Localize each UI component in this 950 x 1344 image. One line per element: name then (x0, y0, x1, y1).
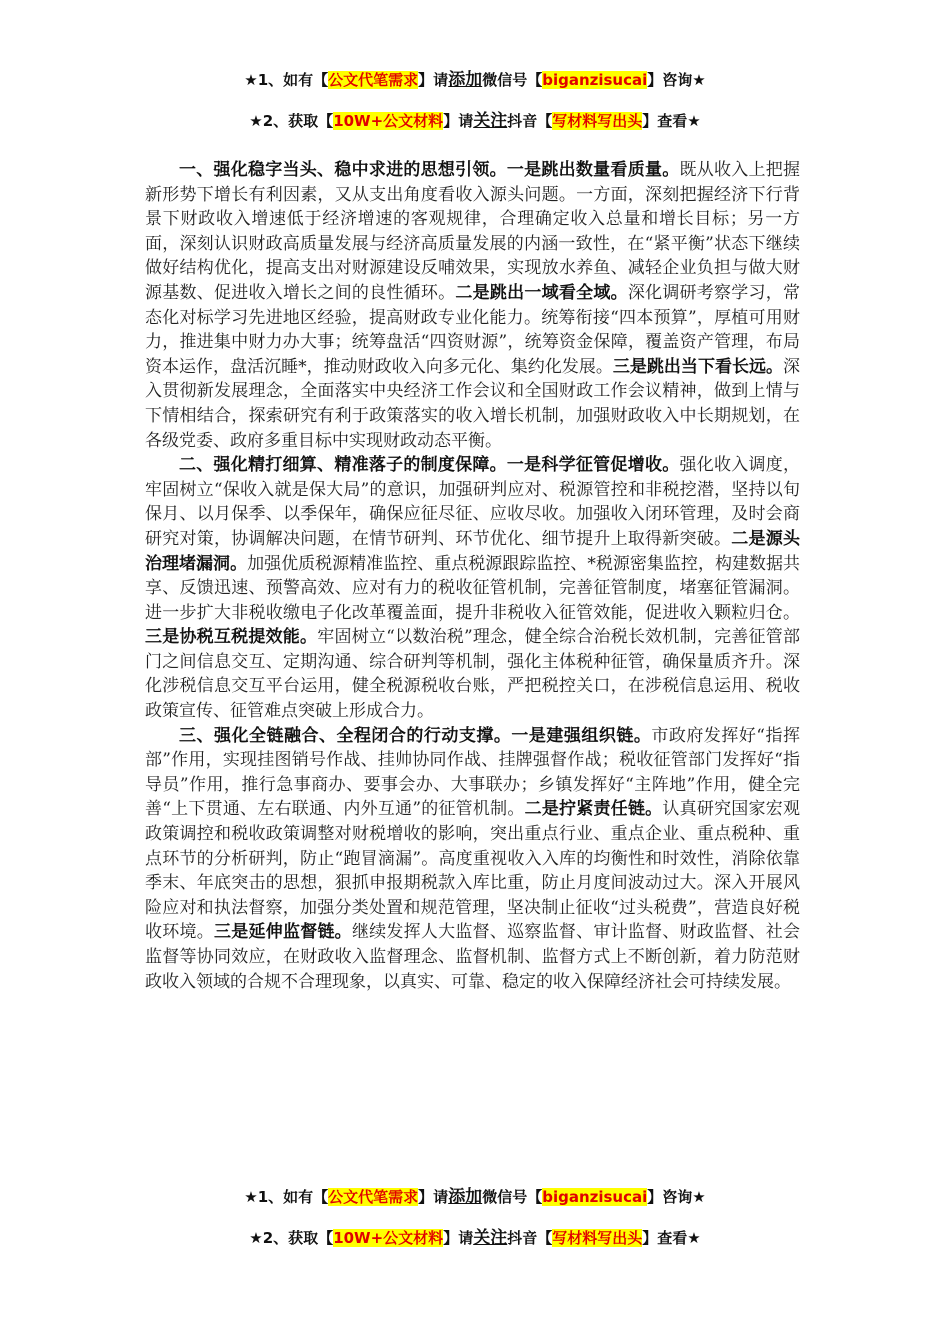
item-text: 深入贯彻新发展理念，全面落实中央经济工作会议和全国财政工作会议精神，做到上情与下情相结合，探索研究有利于政策落实的收入增长机制，加强财政收入中长期规划，在各级党委、政府多重目标中实现财政动态平衡。 (145, 356, 801, 451)
highlight-douyin: 写材料写出头 (552, 112, 643, 130)
section-paragraph-3 (145, 724, 800, 995)
item-label: 一是科学征管促增收。 (506, 455, 680, 476)
highlight-materials: 10W+公文材料 (333, 112, 444, 130)
item-text: 既从收入上把握新形势下增长有利因素，又从支出角度看收入源头问题。一方面，深刻把握经济下行背景下财政收入增速低于经济增速的客观规律，合理确定收入总量和增长目标；另一方面，深刻认识财政高质量发展与经济高质量发展的内涵一致性，在“紧平衡”状态下继续做好结构优化，提高支出对财源建设反哺效果，实现放水养鱼、减轻企业负担与做大财源基数、促进收入增长之间的良性循环。 (145, 160, 801, 303)
section-heading: 二、强化精打细算、精准落子的制度保障。 (179, 455, 507, 476)
document-body (145, 158, 800, 994)
highlight-douyin: 写材料写出头 (552, 1229, 643, 1247)
item-text: 继续发挥人大监督、巡察监督、审计监督、财政监督、社会监督等协同效应，在财政收入监督理念、监督机制、监督方式上不断创新，着力防范财政收入领域的合规不合理现象，以真实、可靠、稳定的收入保障经济社会可持续发展。 (145, 922, 801, 992)
item-label: 二是跳出一域看全域。 (455, 282, 628, 303)
promo-banner-top-line-1: ★1、如有【公文代笔需求】请添加微信号【biganzisucai】咨询★ (244, 70, 706, 90)
item-label: 二是拧紧责任链。 (524, 799, 663, 820)
highlight-materials: 10W+公文材料 (333, 1229, 444, 1247)
promo-banner-bottom-line-1: ★1、如有【公文代笔需求】请添加微信号【biganzisucai】咨询★ (244, 1187, 706, 1207)
emphasis-add: 添加 (448, 70, 483, 90)
item-label: 三是协税互税提效能。 (145, 627, 318, 648)
section-heading: 三、强化全链融合、全程闭合的行动支撑。 (179, 725, 512, 746)
item-text: 认真研究国家宏观政策调控和税收政策调整对财税增收的影响，突出重点行业、重点企业、重点税种、重点环节的分析研判，防止“跑冒滴漏”。高度重视收入入库的均衡性和时效性，消除依靠季末、年底突击的思想，狠抓申报期税款入库比重，防止月度间波动过大。深入开展风险应对和执法督察，加强分类处置和规范管理，坚决制止征收“过头税费”，营造良好税收环境。 (145, 799, 800, 943)
highlight-wechat-id: biganzisucai (542, 1188, 648, 1206)
emphasis-add: 添加 (448, 1187, 483, 1207)
emphasis-follow: 关注 (473, 1228, 508, 1248)
item-label: 三是延伸监督链。 (213, 922, 352, 943)
section-paragraph-2 (145, 453, 800, 724)
section-heading: 一、强化稳字当头、稳中求进的思想引领。 (179, 160, 507, 180)
item-text: 深化调研考察学习，常态化对标学习先进地区经验，提高财政专业化能力。统筹衔接“四本预算”，厚植可用财力，推进集中财力办大事；统筹盘活“四资财源”，统筹资金保障，覆盖资产管理，布局资本运作，盘活沉睡*，推动财政收入向多元化、集约化发展。 (145, 282, 801, 377)
item-text: 加强优质税源精准监控、重点税源跟踪监控、*税源密集监控，构建数据共享、反馈迅速、预警高效、应对有力的税收征管机制，完善征管制度，堵塞征管漏洞。进一步扩大非税收缴电子化改革覆盖面，提升非税收入征管效能，促进收入颗粒归仓。 (145, 553, 801, 623)
item-label: 二是源头治理堵漏洞。 (145, 528, 801, 574)
item-text: 牢固树立“以数治税”理念，健全综合治税长效机制，完善征管部门之间信息交互、定期沟通、综合研判等机制，强化主体税种征管，确保量质齐升。深化涉税信息交互平台运用，健全税源税收台账，严把税控关口，在涉税信息运用、税收政策宣传、征管难点突破上形成合力。 (145, 627, 800, 722)
highlight-service: 公文代笔需求 (328, 71, 419, 89)
item-text: 市政府发挥好“指挥部”作用，实现挂图销号作战、挂帅协同作战、挂牌强督作战；税收征管部门发挥好“指导员”作用，推行急事商办、要事会办、大事联办；乡镇发挥好“主阵地”作用，健全完善“上下贯通、左右联通、内外互通”的征管机制。 (145, 725, 800, 820)
item-label: 三是跳出当下看长远。 (612, 356, 784, 377)
emphasis-follow: 关注 (473, 111, 508, 131)
promo-banner-top-line-2: ★2、获取【10W+公文材料】请关注抖音【写材料写出头】查看★ (249, 111, 701, 131)
promo-banner-bottom-line-2: ★2、获取【10W+公文材料】请关注抖音【写材料写出头】查看★ (249, 1228, 701, 1248)
item-text: 强化收入调度，牢固树立“保收入就是保大局”的意识，加强研判应对、税源管控和非税挖潜，坚持以旬保月、以月保季、以季保年，确保应征尽征、应收尽收。加强收入闭环管理，及时会商研究对策，协调解决问题，在情节研判、环节优化、细节提升上取得新突破。 (145, 455, 801, 549)
highlight-wechat-id: biganzisucai (542, 71, 648, 89)
section-paragraph-1 (145, 158, 800, 453)
highlight-service: 公文代笔需求 (328, 1188, 419, 1206)
item-label: 一是跳出数量看质量。 (506, 160, 680, 180)
item-label: 一是建强组织链。 (511, 725, 652, 746)
